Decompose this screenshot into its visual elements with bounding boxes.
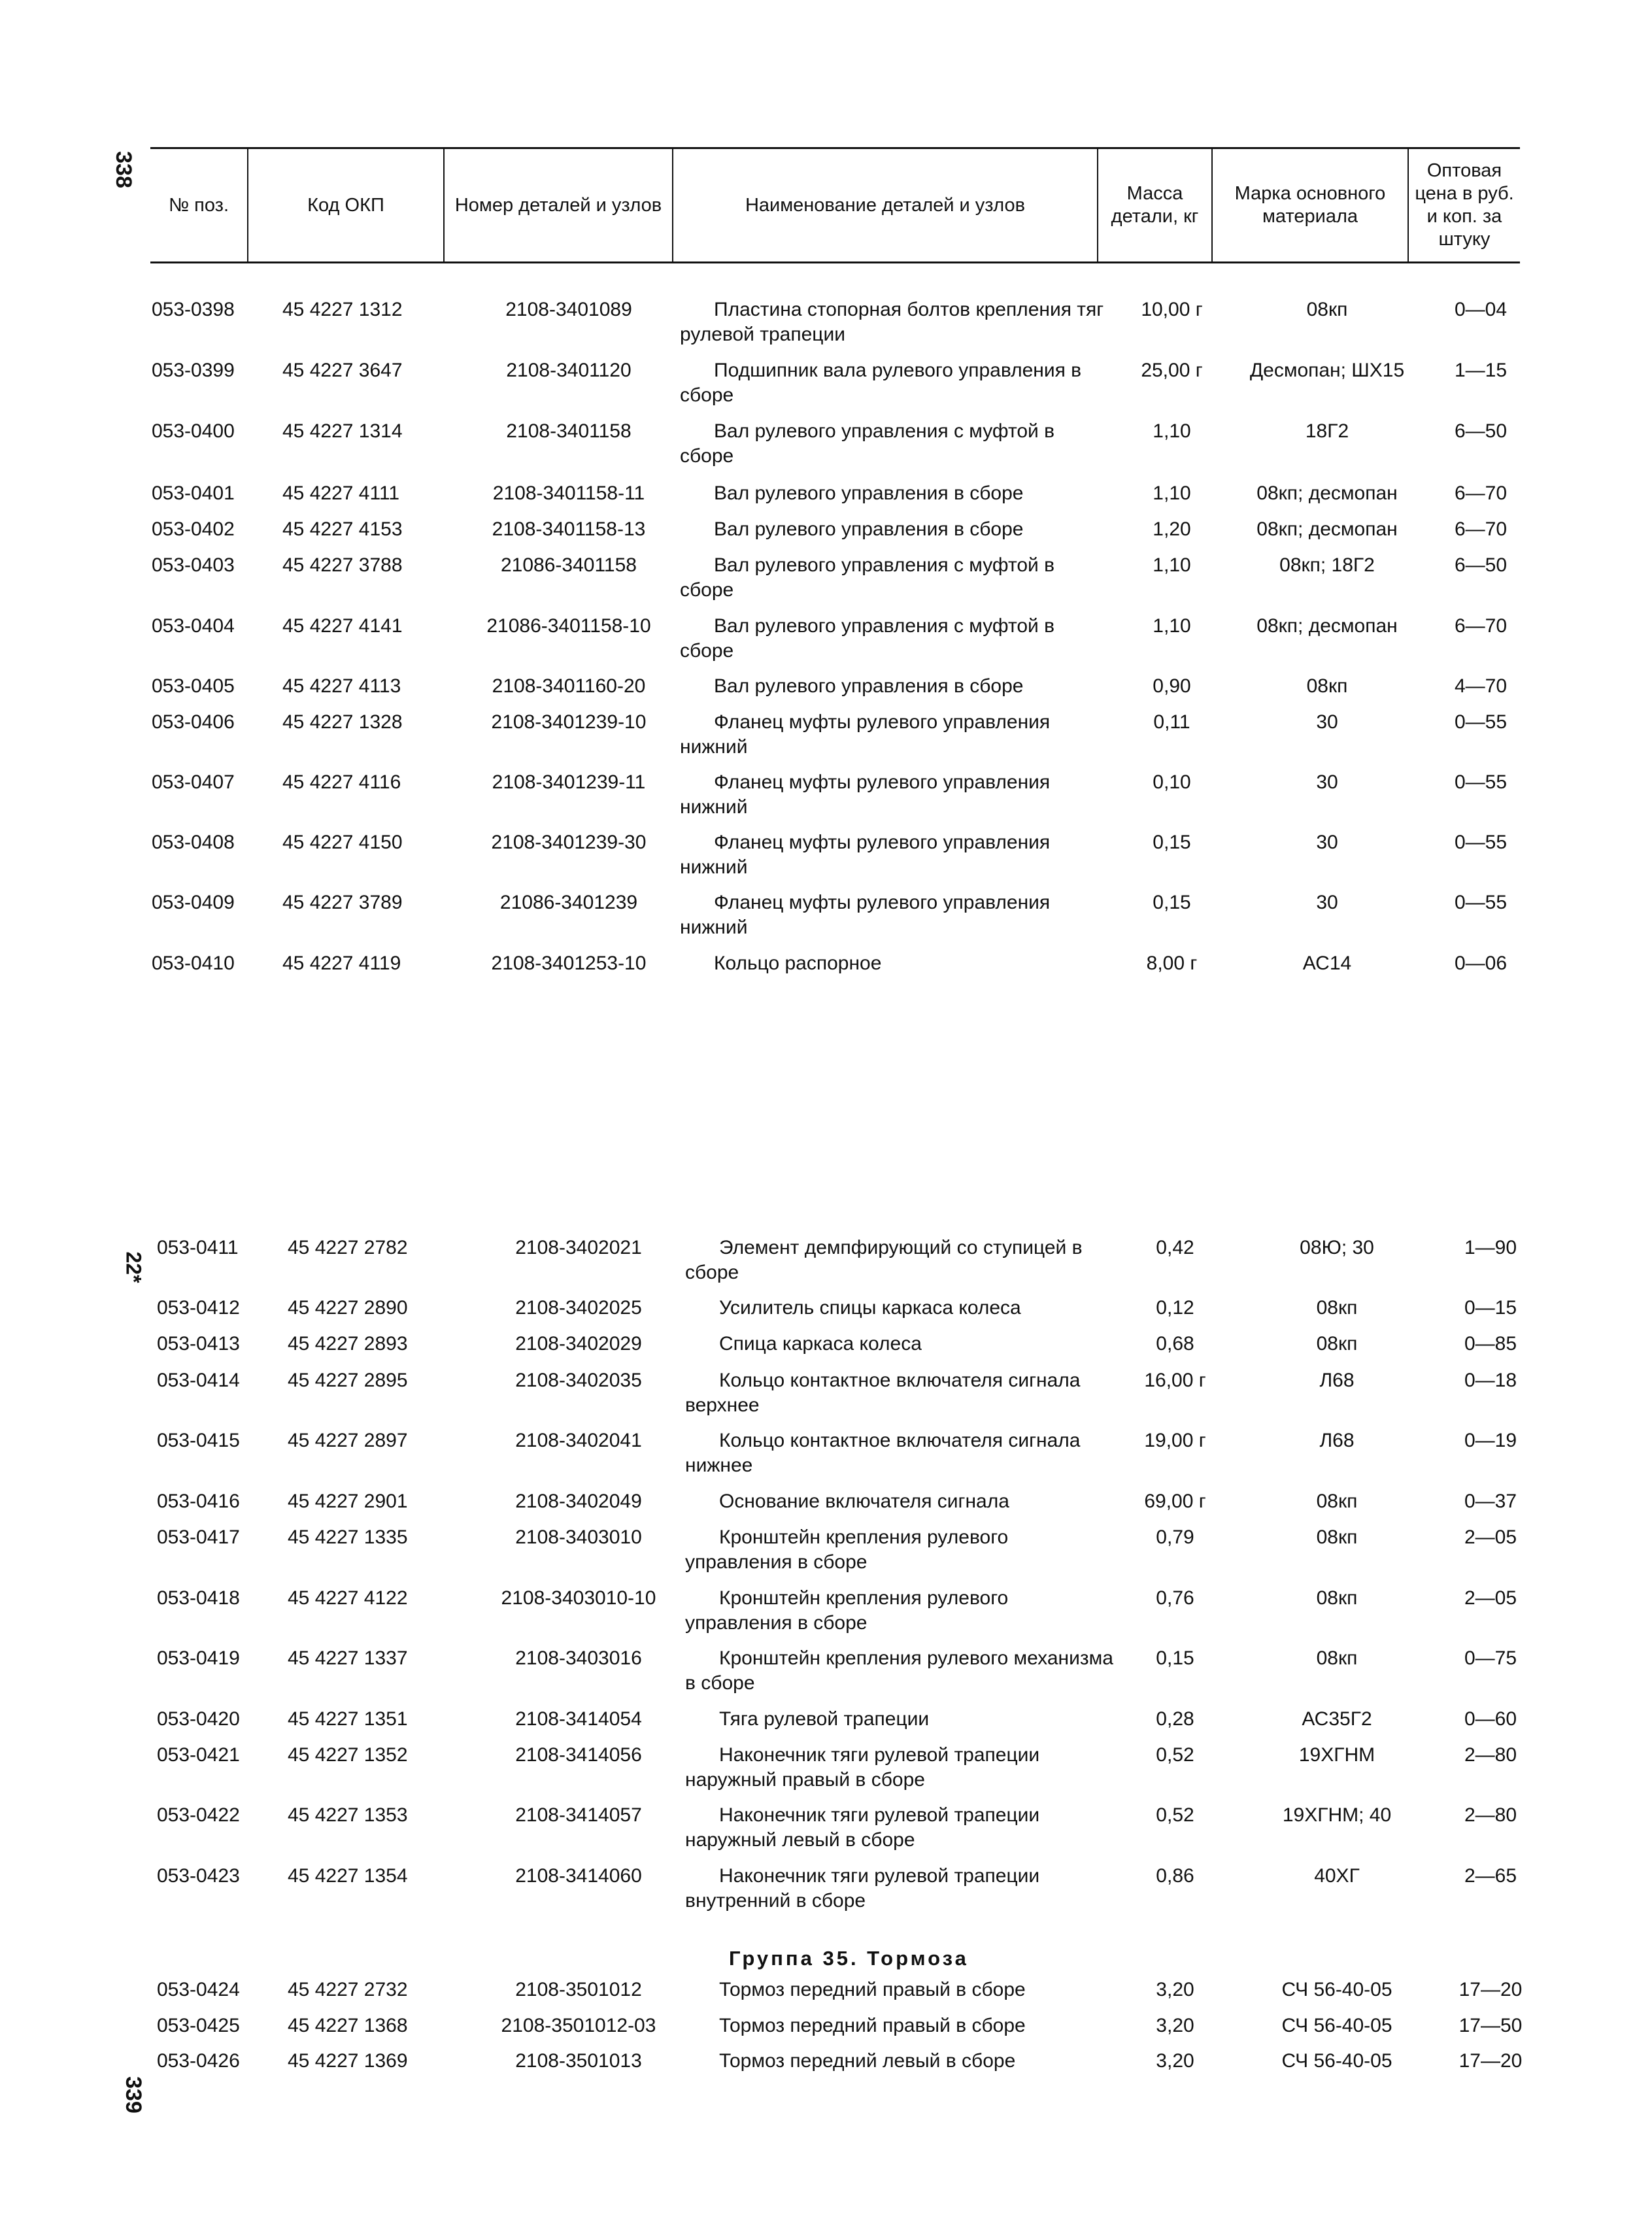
cell-mass: 0,12 — [1156, 1297, 1194, 1319]
cell-okp: 45 4227 2901 — [288, 1491, 408, 1512]
cell-okp: 45 4227 1328 — [282, 711, 403, 733]
cell-pos: 053-0401 — [152, 482, 235, 504]
cell-okp: 45 4227 1368 — [288, 2015, 408, 2036]
cell-price: 0—04 — [1454, 299, 1508, 320]
cell-pos: 053-0406 — [152, 711, 235, 733]
cell-name: Вал рулевого управления в сборе — [714, 675, 1024, 697]
cell-material: 08кп; 18Г2 — [1279, 554, 1375, 576]
cell-material: АС14 — [1302, 952, 1352, 974]
cell-price: 6—70 — [1454, 518, 1508, 540]
cell-name: Подшипник вала рулевого управления в сборе — [680, 360, 1082, 406]
cell-part: 2108-3402049 — [515, 1491, 642, 1512]
cell-material: 08кп — [1306, 299, 1348, 320]
cell-part: 2108-3401089 — [505, 299, 632, 320]
cell-okp: 45 4227 1354 — [288, 1865, 408, 1887]
cell-material: 30 — [1316, 892, 1338, 913]
cell-price: 6—70 — [1454, 482, 1508, 504]
cell-okp: 45 4227 2897 — [288, 1430, 408, 1451]
cell-mass: 1,20 — [1153, 518, 1191, 540]
cell-pos: 053-0402 — [152, 518, 235, 540]
cell-mass: 3,20 — [1156, 2050, 1194, 2072]
cell-pos: 053-0407 — [152, 771, 235, 793]
cell-okp: 45 4227 1337 — [288, 1647, 408, 1669]
cell-name: Тяга рулевой трапеции — [719, 1708, 930, 1730]
cell-price: 0—75 — [1464, 1647, 1517, 1669]
cell-okp: 45 4227 4111 — [282, 482, 400, 504]
cell-price: 0—55 — [1454, 711, 1508, 733]
cell-price: 17—50 — [1458, 2015, 1523, 2036]
cell-material: АС35Г2 — [1302, 1708, 1372, 1730]
cell-pos: 053-0418 — [157, 1587, 240, 1609]
cell-price: 0—55 — [1454, 892, 1508, 913]
cell-mass: 0,28 — [1156, 1708, 1194, 1730]
cell-mass: 8,00 г — [1146, 952, 1198, 974]
cell-mass: 0,86 — [1156, 1865, 1194, 1887]
cell-part: 2108-3401160-20 — [492, 675, 646, 697]
cell-pos: 053-0425 — [157, 2015, 240, 2036]
cell-material: 08Ю; 30 — [1300, 1237, 1374, 1258]
cell-price: 0—19 — [1464, 1430, 1517, 1451]
group-title: Группа 35. Тормоза — [729, 1947, 969, 1970]
cell-okp: 45 4227 1312 — [282, 299, 403, 320]
cell-pos: 053-0415 — [157, 1430, 240, 1451]
cell-mass: 3,20 — [1156, 2015, 1194, 2036]
cell-okp: 45 4227 2890 — [288, 1297, 408, 1319]
cell-material: 08кп; десмопан — [1256, 482, 1398, 504]
cell-okp: 45 4227 4141 — [282, 615, 403, 637]
cell-mass: 0,15 — [1156, 1647, 1194, 1669]
cell-part: 2108-3401239-11 — [492, 771, 646, 793]
cell-okp: 45 4227 4113 — [282, 675, 401, 697]
cell-price: 1—90 — [1464, 1237, 1517, 1258]
cell-pos: 053-0409 — [152, 892, 235, 913]
cell-name: Вал рулевого управления с муфтой в сборе — [680, 554, 1055, 601]
cell-material: Десмопан; ШХ15 — [1249, 360, 1405, 381]
cell-price: 4—70 — [1454, 675, 1508, 697]
cell-material: 18Г2 — [1305, 420, 1349, 442]
cell-mass: 1,10 — [1153, 482, 1191, 504]
cell-material: 30 — [1316, 711, 1338, 733]
cell-mass: 0,68 — [1156, 1333, 1194, 1355]
cell-name: Тормоз передний правый в сборе — [719, 1979, 1026, 2000]
cell-price: 2—80 — [1464, 1804, 1517, 1826]
cell-part: 21086-3401158 — [501, 554, 637, 576]
cell-name: Наконечник тяги рулевой трапеции внутренний в сборе — [685, 1865, 1040, 1912]
table-header — [150, 147, 1520, 263]
cell-part: 2108-3501013 — [515, 2050, 642, 2072]
cell-part: 21086-3401158-10 — [486, 615, 651, 637]
cell-okp: 45 4227 3789 — [282, 892, 403, 913]
cell-mass: 3,20 — [1156, 1979, 1194, 2000]
cell-material: 08кп; десмопан — [1256, 615, 1398, 637]
cell-mass: 0,10 — [1153, 771, 1191, 793]
cell-pos: 053-0416 — [157, 1491, 240, 1512]
cell-part: 2108-3401158-11 — [492, 482, 645, 504]
cell-price: 6—50 — [1454, 554, 1508, 576]
cell-price: 1—15 — [1454, 360, 1508, 381]
cell-mass: 10,00 г — [1141, 299, 1203, 320]
cell-okp: 45 4227 2782 — [288, 1237, 408, 1258]
cell-part: 2108-3401158-13 — [492, 518, 646, 540]
cell-mass: 0,15 — [1153, 892, 1191, 913]
cell-okp: 45 4227 3788 — [282, 554, 403, 576]
cell-material: СЧ 56-40-05 — [1281, 2050, 1392, 2072]
cell-name: Кронштейн крепления рулевого управления в сборе — [685, 1587, 1009, 1634]
cell-name: Тормоз передний левый в сборе — [719, 2050, 1016, 2072]
header-mass: Масса детали, кг — [1098, 149, 1213, 261]
cell-material: 08кп — [1316, 1333, 1358, 1355]
cell-price: 0—15 — [1464, 1297, 1517, 1319]
cell-part: 2108-3414056 — [515, 1744, 642, 1766]
cell-okp: 45 4227 1351 — [288, 1708, 408, 1730]
cell-pos: 053-0408 — [152, 832, 235, 853]
cell-part: 2108-3401239-10 — [491, 711, 647, 733]
cell-mass: 69,00 г — [1144, 1491, 1206, 1512]
cell-okp: 45 4227 3647 — [282, 360, 403, 381]
cell-part: 2108-3402025 — [515, 1297, 642, 1319]
cell-pos: 053-0404 — [152, 615, 235, 637]
cell-mass: 1,10 — [1153, 420, 1191, 442]
header-part-no: Номер деталей и узлов — [445, 149, 673, 261]
cell-part: 2108-3401158 — [506, 420, 632, 442]
cell-pos: 053-0422 — [157, 1804, 240, 1826]
cell-name: Основание включателя сигнала — [719, 1491, 1009, 1512]
cell-material: 08кп; десмопан — [1256, 518, 1398, 540]
cell-part: 2108-3402035 — [515, 1370, 642, 1391]
cell-okp: 45 4227 4150 — [282, 832, 403, 853]
cell-material: 08кп — [1316, 1587, 1358, 1609]
cell-pos: 053-0398 — [152, 299, 235, 320]
cell-part: 2108-3414057 — [515, 1804, 642, 1826]
cell-name: Кронштейн крепления рулевого механизма в сборе — [685, 1647, 1113, 1694]
cell-name: Вал рулевого управления с муфтой в сборе — [680, 420, 1055, 467]
cell-pos: 053-0399 — [152, 360, 235, 381]
cell-price: 17—20 — [1458, 1979, 1523, 2000]
cell-pos: 053-0414 — [157, 1370, 240, 1391]
cell-mass: 0,15 — [1153, 832, 1191, 853]
cell-part: 2108-3501012 — [515, 1979, 642, 2000]
cell-pos: 053-0417 — [157, 1526, 240, 1548]
cell-mass: 0,11 — [1153, 711, 1190, 733]
cell-part: 21086-3401239 — [499, 892, 638, 913]
cell-part: 2108-3401239-30 — [491, 832, 647, 853]
header-name: Наименование деталей и узлов — [673, 149, 1098, 261]
cell-okp: 45 4227 4153 — [282, 518, 403, 540]
cell-okp: 45 4227 1369 — [288, 2050, 408, 2072]
cell-pos: 053-0412 — [157, 1297, 240, 1319]
cell-price: 2—65 — [1464, 1865, 1517, 1887]
cell-part: 2108-3401253-10 — [491, 952, 647, 974]
printer-signature: 22* — [122, 1251, 146, 1283]
cell-pos: 053-0400 — [152, 420, 235, 442]
cell-material: 08кп — [1316, 1647, 1358, 1669]
cell-pos: 053-0424 — [157, 1979, 240, 2000]
cell-pos: 053-0420 — [157, 1708, 240, 1730]
cell-mass: 0,79 — [1156, 1526, 1194, 1548]
cell-name: Элемент демпфирующий со ступицей в сборе — [685, 1237, 1083, 1283]
cell-pos: 053-0410 — [152, 952, 235, 974]
cell-name: Наконечник тяги рулевой трапеции наружный правый в сборе — [685, 1744, 1040, 1791]
cell-part: 2108-3501012-03 — [501, 2015, 656, 2036]
cell-name: Кольцо контактное включателя сигнала верхнее — [685, 1370, 1081, 1416]
cell-mass: 1,10 — [1153, 615, 1191, 637]
page-number-bottom: 339 — [120, 2076, 146, 2114]
cell-pos: 053-0419 — [157, 1647, 240, 1669]
cell-material: 30 — [1316, 771, 1338, 793]
cell-material: 40ХГ — [1314, 1865, 1360, 1887]
cell-part: 2108-3401120 — [506, 360, 632, 381]
cell-name: Фланец муфты рулевого управления нижний — [680, 771, 1051, 818]
cell-mass: 25,00 г — [1141, 360, 1203, 381]
cell-price: 0—37 — [1464, 1491, 1517, 1512]
cell-price: 0—06 — [1454, 952, 1508, 974]
cell-material: 30 — [1316, 832, 1338, 853]
cell-part: 2108-3402021 — [515, 1237, 642, 1258]
cell-okp: 45 4227 4119 — [282, 952, 401, 974]
cell-name: Тормоз передний правый в сборе — [719, 2015, 1026, 2036]
cell-material: СЧ 56-40-05 — [1281, 1979, 1392, 2000]
cell-part: 2108-3403010 — [515, 1526, 642, 1548]
cell-name: Усилитель спицы каркаса колеса — [719, 1297, 1021, 1319]
cell-name: Фланец муфты рулевого управления нижний — [680, 832, 1051, 878]
cell-price: 6—70 — [1454, 615, 1508, 637]
cell-okp: 45 4227 1352 — [288, 1744, 408, 1766]
cell-name: Фланец муфты рулевого управления нижний — [680, 711, 1051, 758]
cell-pos: 053-0421 — [157, 1744, 240, 1766]
cell-price: 0—85 — [1464, 1333, 1517, 1355]
cell-name: Кольцо контактное включателя сигнала нижнее — [685, 1430, 1081, 1476]
cell-mass: 0,52 — [1156, 1804, 1194, 1826]
cell-name: Вал рулевого управления в сборе — [714, 482, 1024, 504]
cell-name: Спица каркаса колеса — [719, 1333, 922, 1355]
cell-part: 2108-3403010-10 — [501, 1587, 656, 1609]
cell-price: 2—05 — [1464, 1587, 1517, 1609]
cell-name: Кронштейн крепления рулевого управления в сборе — [685, 1526, 1009, 1573]
cell-pos: 053-0403 — [152, 554, 235, 576]
cell-material: Л68 — [1319, 1430, 1355, 1451]
cell-price: 0—18 — [1464, 1370, 1517, 1391]
page-number-top: 338 — [110, 151, 136, 188]
cell-okp: 45 4227 4116 — [282, 771, 401, 793]
cell-okp: 45 4227 2893 — [288, 1333, 408, 1355]
cell-price: 2—05 — [1464, 1526, 1517, 1548]
cell-okp: 45 4227 1314 — [282, 420, 403, 442]
cell-name: Фланец муфты рулевого управления нижний — [680, 892, 1051, 938]
cell-okp: 45 4227 4122 — [288, 1587, 408, 1609]
cell-mass: 1,10 — [1153, 554, 1191, 576]
cell-material: 19ХГНМ; 40 — [1282, 1804, 1392, 1826]
cell-material: Л68 — [1319, 1370, 1355, 1391]
cell-material: 08кп — [1316, 1526, 1358, 1548]
cell-price: 17—20 — [1458, 2050, 1523, 2072]
cell-pos: 053-0426 — [157, 2050, 240, 2072]
cell-name: Пластина стопорная болтов крепления тяг рулевой трапеции — [680, 299, 1104, 345]
cell-material: 08кп — [1316, 1297, 1358, 1319]
cell-price: 0—55 — [1454, 771, 1508, 793]
cell-pos: 053-0413 — [157, 1333, 240, 1355]
cell-name: Наконечник тяги рулевой трапеции наружный левый в сборе — [685, 1804, 1040, 1851]
cell-name: Вал рулевого управления с муфтой в сборе — [680, 615, 1055, 662]
cell-part: 2108-3402029 — [515, 1333, 642, 1355]
cell-price: 2—80 — [1464, 1744, 1517, 1766]
cell-mass: 16,00 г — [1144, 1370, 1206, 1391]
cell-part: 2108-3402041 — [515, 1430, 642, 1451]
cell-mass: 19,00 г — [1144, 1430, 1206, 1451]
cell-okp: 45 4227 2732 — [288, 1979, 408, 2000]
cell-part: 2108-3403016 — [515, 1647, 642, 1669]
cell-material: 08кп — [1316, 1491, 1358, 1512]
cell-okp: 45 4227 1335 — [288, 1526, 408, 1548]
cell-price: 0—55 — [1454, 832, 1508, 853]
cell-name: Кольцо распорное — [714, 952, 882, 974]
cell-part: 2108-3414060 — [515, 1865, 642, 1887]
header-material: Марка основного материала — [1213, 149, 1409, 261]
cell-mass: 0,90 — [1153, 675, 1191, 697]
cell-okp: 45 4227 2895 — [288, 1370, 408, 1391]
cell-name: Вал рулевого управления в сборе — [714, 518, 1024, 540]
header-okp: Код ОКП — [248, 149, 445, 261]
cell-price: 6—50 — [1454, 420, 1508, 442]
cell-pos: 053-0423 — [157, 1865, 240, 1887]
cell-material: 08кп — [1306, 675, 1348, 697]
cell-mass: 0,52 — [1156, 1744, 1194, 1766]
cell-mass: 0,76 — [1156, 1587, 1194, 1609]
cell-pos: 053-0405 — [152, 675, 235, 697]
header-price: Оптовая цена в руб. и коп. за штуку — [1415, 160, 1514, 250]
cell-pos: 053-0411 — [157, 1237, 239, 1258]
cell-material: 19ХГНМ — [1298, 1744, 1375, 1766]
cell-price: 0—60 — [1464, 1708, 1517, 1730]
header-pos: № поз. — [150, 149, 248, 261]
cell-material: СЧ 56-40-05 — [1281, 2015, 1392, 2036]
cell-mass: 0,42 — [1156, 1237, 1194, 1258]
cell-part: 2108-3414054 — [515, 1708, 642, 1730]
cell-okp: 45 4227 1353 — [288, 1804, 408, 1826]
